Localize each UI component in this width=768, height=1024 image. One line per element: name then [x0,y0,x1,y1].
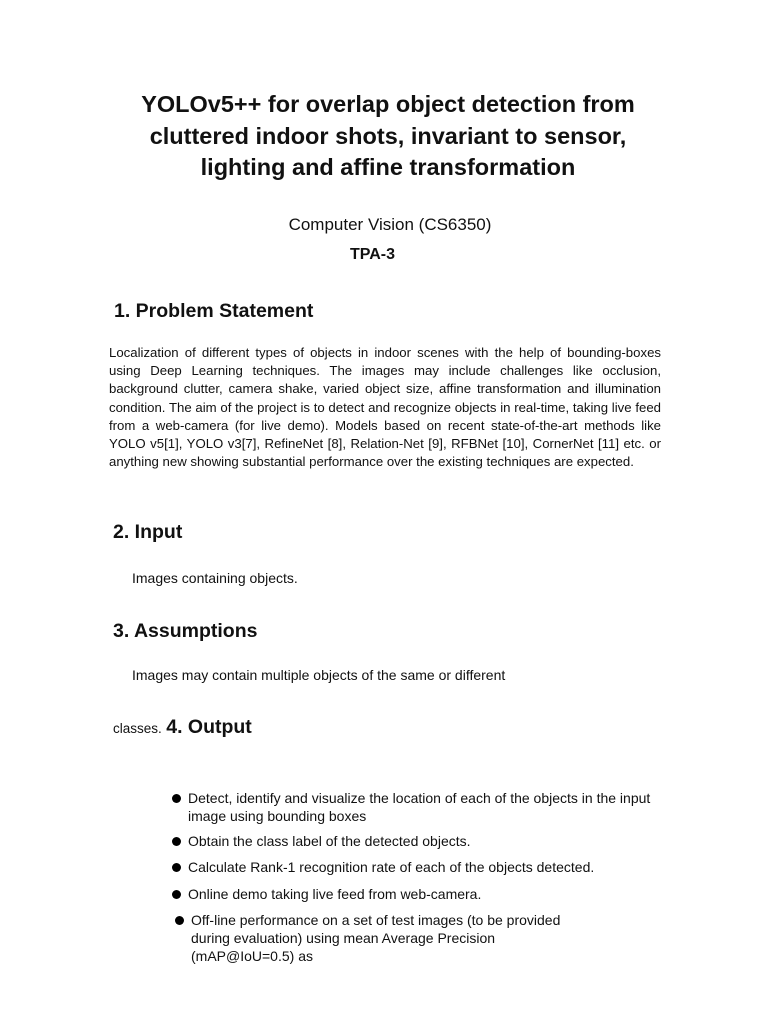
section-heading-problem: 1. Problem Statement [114,300,314,322]
assumptions-continuation: classes. [113,721,162,736]
list-item [173,911,690,965]
bullet-icon [172,863,181,872]
output-list [170,789,690,965]
list-item-text: Obtain the class label of the detected objects. [188,833,471,849]
list-item-text: Off-line performance on a set of test images (to be provided during evaluation) using mean Average Precision (mAP@IoU=0.5) as [191,912,561,964]
course-name: Computer Vision (CS6350) [288,215,492,234]
title-line: cluttered indoor shots, invariant to sensor, [149,122,627,149]
title-line: lighting and affine transformation [200,154,576,180]
section-heading-assumptions: 3. Assumptions [113,620,258,642]
bullet-icon [175,916,184,925]
list-item [170,885,690,903]
list-item-text: Detect, identify and visualize the location of each of the objects in the input image using bounding boxes [188,790,651,824]
list-item-text: Calculate Rank-1 recognition rate of each of the objects detected. [188,859,595,875]
list-item [170,858,690,876]
assignment-label: TPA-3 [349,246,396,263]
bullet-icon [172,794,181,803]
input-text: Images containing objects. [132,570,298,586]
section-heading-output: 4. Output [166,716,252,738]
bullet-icon [172,837,181,846]
list-item [170,789,690,825]
output-heading-line [113,716,252,739]
document-title [60,89,716,184]
list-item [170,832,690,850]
problem-statement-text: Localization of different types of objects in indoor scenes with the help of bounding-boxes using Deep Learning techniques. The images may include challenges like occlusion, background clutter, camera shake, varied object size, affine transformation and illumination condition. The aim of the project is to detect and recognize objects in real-time, taking live feed from a web-camera (for live demo). Models based on recent state-of-the-art methods like YOLO v5[1], YOLO v3[7], RefineNet [8], Relation-Net [9], RFBNet [10], CornerNet [11] etc. or anything new showing substantial performance over the existing techniques are expected. [109,345,661,470]
assumptions-text: Images may contain multiple objects of the same or different [132,667,506,683]
section-heading-input: 2. Input [113,521,183,543]
title-line: YOLOv5++ for overlap object detection from [141,91,635,117]
bullet-icon [172,890,181,899]
list-item-text: Online demo taking live feed from web-camera. [188,886,482,902]
